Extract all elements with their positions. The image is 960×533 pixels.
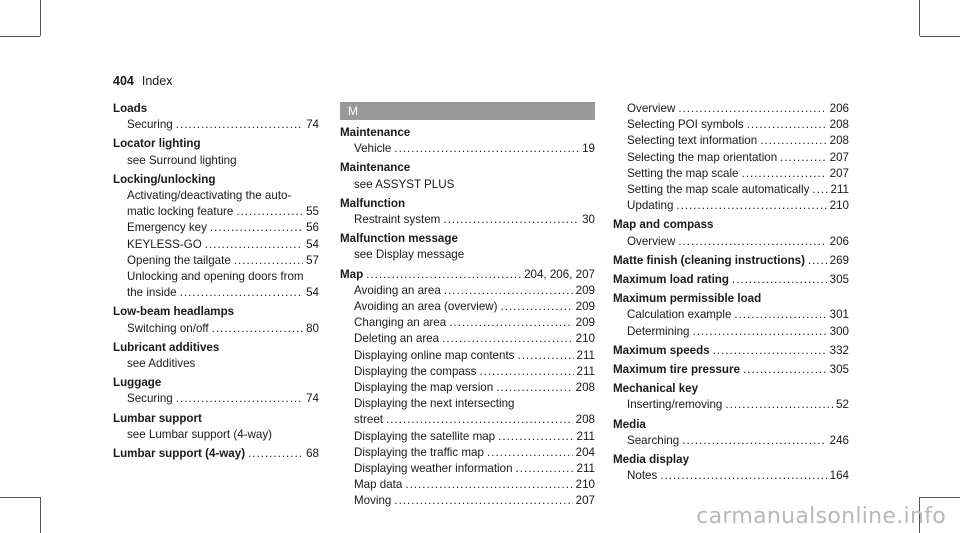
entry-text: Mechanical key xyxy=(613,382,699,396)
page-reference: 305 xyxy=(829,363,849,377)
dot-leader xyxy=(394,141,579,157)
index-subentry xyxy=(113,188,319,204)
index-entry xyxy=(113,340,319,356)
dot-leader xyxy=(501,299,573,315)
page-reference: 211 xyxy=(576,348,595,362)
dot-leader xyxy=(479,364,573,380)
page-reference: 301 xyxy=(829,308,849,322)
entry-text: Lubricant additives xyxy=(113,340,220,354)
page-reference: 207 xyxy=(829,166,849,180)
dot-leader xyxy=(808,253,827,269)
entry-text: Maximum tire pressure xyxy=(613,363,740,377)
page-reference: 209 xyxy=(575,316,595,330)
entry-text: street xyxy=(354,413,383,427)
entry-text: Activating/deactivating the auto- xyxy=(127,189,292,203)
page-reference: 80 xyxy=(306,321,319,335)
index-subentry xyxy=(113,427,319,443)
index-subentry xyxy=(613,307,849,323)
index-subentry xyxy=(613,182,849,198)
entry-text: Deleting an area xyxy=(354,332,440,346)
entry-text: Avoiding an area (overview) xyxy=(354,300,498,314)
crop-mark xyxy=(40,497,41,533)
entry-text: Determining xyxy=(627,324,690,338)
page-reference: 209 xyxy=(575,300,595,314)
entry-text: see Surround lighting xyxy=(127,153,237,167)
index-entry xyxy=(113,172,319,188)
entry-text: Media display xyxy=(613,453,690,467)
index-entry xyxy=(340,160,595,176)
index-subentry xyxy=(613,324,849,340)
dot-leader xyxy=(713,343,827,359)
crop-mark xyxy=(920,497,960,498)
index-subentry xyxy=(340,283,595,299)
entry-text: matic locking feature xyxy=(127,205,234,219)
page-reference: 74 xyxy=(306,118,319,132)
dot-leader xyxy=(678,234,826,250)
page-reference: 211 xyxy=(830,183,849,197)
page-reference: 209 xyxy=(575,283,595,297)
entry-text: Luggage xyxy=(113,376,162,390)
index-entry xyxy=(613,291,849,307)
entry-text: Displaying the satellite map xyxy=(354,429,496,443)
page-title: Index xyxy=(141,74,173,88)
entry-text: Loads xyxy=(113,102,148,115)
page-reference: 30 xyxy=(582,213,595,227)
index-entry xyxy=(113,411,319,427)
entry-text: Setting the map scale automatically xyxy=(627,183,810,197)
entry-text: Emergency key xyxy=(127,221,207,235)
page-reference: 204, 206, 207 xyxy=(524,267,595,281)
entry-text: see Additives xyxy=(127,357,196,371)
page-reference: 208 xyxy=(829,134,849,148)
index-subentry xyxy=(340,412,595,428)
index-subentry xyxy=(340,364,595,380)
entry-text: Map and compass xyxy=(613,218,714,232)
entry-text: Calculation example xyxy=(627,308,732,322)
dot-leader xyxy=(732,272,827,288)
entry-text: Maximum permissible load xyxy=(613,292,762,306)
entry-text: Displaying the next intersecting xyxy=(354,397,515,411)
index-entry xyxy=(613,253,849,269)
index-subentry xyxy=(613,468,849,484)
index-subentry xyxy=(340,493,595,509)
entry-text: Maximum load rating xyxy=(613,273,729,287)
index-subentry xyxy=(613,198,849,214)
entry-text: Displaying online map contents xyxy=(354,348,515,362)
index-subentry xyxy=(340,429,595,445)
dot-leader xyxy=(725,397,833,413)
index-subentry xyxy=(340,445,595,461)
page-reference: 68 xyxy=(306,447,319,461)
crop-mark xyxy=(0,36,40,37)
entry-text: Opening the tailgate xyxy=(127,253,231,267)
index-subentry xyxy=(113,220,319,236)
dot-leader xyxy=(176,391,303,407)
page-reference: 207 xyxy=(575,494,595,508)
dot-leader xyxy=(743,362,827,378)
dot-leader xyxy=(678,101,826,117)
dot-leader xyxy=(496,380,572,396)
index-entry xyxy=(613,417,849,433)
entry-text: see Lumbar support (4-way) xyxy=(127,427,272,441)
index-subentry xyxy=(340,212,595,228)
dot-leader xyxy=(780,150,826,166)
index-subentry xyxy=(613,166,849,182)
dot-leader xyxy=(442,331,573,347)
page-reference: 204 xyxy=(575,445,595,459)
entry-text: Moving xyxy=(354,494,392,508)
page-reference: 211 xyxy=(576,462,595,476)
page-reference: 208 xyxy=(575,381,595,395)
index-subentry xyxy=(613,433,849,449)
entry-text: Securing xyxy=(127,392,173,406)
entry-text: Inserting/removing xyxy=(627,398,723,412)
entry-text: see ASSYST PLUS xyxy=(354,177,455,191)
index-entry xyxy=(613,452,849,468)
entry-text: Displaying the compass xyxy=(354,364,477,378)
dot-leader xyxy=(449,315,572,331)
dot-leader xyxy=(734,307,826,323)
index-subentry xyxy=(113,391,319,407)
crop-mark xyxy=(919,0,920,36)
entry-text: Updating xyxy=(627,199,674,213)
entry-text: Displaying the map version xyxy=(354,381,494,395)
index-entry xyxy=(113,136,319,152)
entry-text: Media xyxy=(613,417,646,431)
dot-leader xyxy=(676,198,826,214)
page-reference: 164 xyxy=(829,469,849,483)
dot-leader xyxy=(487,445,573,461)
dot-leader xyxy=(443,212,579,228)
dot-leader xyxy=(693,324,827,340)
watermark: carmanualsonline.info xyxy=(696,504,946,529)
index-column-1 xyxy=(113,101,319,462)
page-number: 404 xyxy=(113,74,134,88)
index-subentry xyxy=(340,315,595,331)
index-entry xyxy=(113,375,319,391)
index-subentry xyxy=(113,356,319,372)
letter-heading: M xyxy=(340,102,595,120)
index-entry xyxy=(113,101,319,117)
entry-text: Low-beam headlamps xyxy=(113,305,235,319)
entry-text: Displaying weather information xyxy=(354,462,513,476)
index-entry xyxy=(113,304,319,320)
crop-mark xyxy=(0,497,40,498)
dot-leader xyxy=(234,253,303,269)
entry-text: Changing an area xyxy=(354,316,447,330)
entry-text: Map xyxy=(340,267,364,281)
page-reference: 74 xyxy=(306,392,319,406)
index-subentry xyxy=(340,380,595,396)
index-subentry xyxy=(113,285,319,301)
entry-text: Displaying the traffic map xyxy=(354,445,484,459)
index-subentry xyxy=(340,299,595,315)
dot-leader xyxy=(742,166,827,182)
entry-text: Setting the map scale xyxy=(627,166,739,180)
dot-leader xyxy=(212,321,303,337)
index-entry xyxy=(613,217,849,233)
index-entry xyxy=(613,381,849,397)
index-subentry xyxy=(613,397,849,413)
dot-leader xyxy=(444,283,573,299)
index-entry xyxy=(113,446,319,462)
index-subentry xyxy=(613,117,849,133)
page-reference: 300 xyxy=(829,324,849,338)
dot-leader xyxy=(498,429,573,445)
entry-text: Vehicle xyxy=(354,142,392,156)
page-reference: 56 xyxy=(306,221,319,235)
entry-text: Locking/unlocking xyxy=(113,172,216,186)
index-entry xyxy=(340,231,595,247)
index-entry xyxy=(340,125,595,141)
index-subentry xyxy=(340,396,595,412)
index-subentry xyxy=(113,269,319,285)
dot-leader xyxy=(394,493,572,509)
entry-text: Unlocking and opening doors from xyxy=(127,270,304,284)
dot-leader xyxy=(747,117,827,133)
index-subentry xyxy=(113,321,319,337)
entry-text: Selecting the map orientation xyxy=(627,150,778,164)
index-entry xyxy=(613,343,849,359)
index-entry xyxy=(613,362,849,378)
entry-text: Notes xyxy=(627,469,658,483)
entry-text: see Display message xyxy=(354,248,465,262)
index-entry xyxy=(613,272,849,288)
entry-text: Maximum speeds xyxy=(613,343,710,357)
dot-leader xyxy=(180,285,303,301)
dot-leader xyxy=(366,267,521,283)
index-column-3 xyxy=(613,101,849,484)
dot-leader xyxy=(660,468,826,484)
page-reference: 206 xyxy=(829,102,849,115)
page-reference: 332 xyxy=(829,343,849,357)
index-subentry xyxy=(340,177,595,193)
page-reference: 246 xyxy=(829,433,849,447)
entry-text: Matte finish (cleaning instructions) xyxy=(613,253,805,267)
index-subentry xyxy=(613,101,849,117)
entry-text: Securing xyxy=(127,118,173,132)
dot-leader xyxy=(386,412,573,428)
dot-leader xyxy=(205,237,303,253)
index-subentry xyxy=(340,247,595,263)
entry-text: KEYLESS-GO xyxy=(127,237,202,251)
dot-leader xyxy=(682,433,826,449)
crop-mark xyxy=(40,0,41,36)
page-reference: 269 xyxy=(829,253,849,267)
index-subentry xyxy=(613,133,849,149)
page-reference: 19 xyxy=(582,142,595,156)
index-subentry xyxy=(113,117,319,133)
page-reference: 57 xyxy=(306,253,319,267)
index-subentry xyxy=(340,477,595,493)
entry-text: Overview xyxy=(627,102,676,115)
dot-leader xyxy=(248,446,303,462)
crop-mark xyxy=(920,36,960,37)
page-reference: 54 xyxy=(306,237,319,251)
entry-text: Avoiding an area xyxy=(354,283,441,297)
page-reference: 210 xyxy=(829,199,849,213)
page-header xyxy=(113,74,172,88)
page-reference: 210 xyxy=(575,332,595,346)
index-subentry xyxy=(340,348,595,364)
entry-text: Overview xyxy=(627,234,676,248)
index-subentry xyxy=(613,234,849,250)
page-reference: 208 xyxy=(575,413,595,427)
dot-leader xyxy=(517,348,573,364)
page-reference: 211 xyxy=(576,429,595,443)
page-reference: 305 xyxy=(829,273,849,287)
entry-text: Malfunction message xyxy=(340,232,458,246)
entry-text: Selecting POI symbols xyxy=(627,118,744,132)
entry-text: Switching on/off xyxy=(127,321,209,335)
entry-text: Searching xyxy=(627,433,680,447)
entry-text: Locator lighting xyxy=(113,137,201,151)
index-subentry xyxy=(113,153,319,169)
page-reference: 207 xyxy=(829,150,849,164)
entry-text: Maintenance xyxy=(340,126,411,139)
page-reference: 52 xyxy=(836,398,849,412)
index-column-2 xyxy=(340,101,595,510)
entry-text: Selecting text information xyxy=(627,134,758,148)
entry-text: Lumbar support (4-way) xyxy=(113,447,246,461)
page-reference: 210 xyxy=(575,478,595,492)
entry-text: Map data xyxy=(354,478,403,492)
entry-text: the inside xyxy=(127,286,177,300)
page-reference: 54 xyxy=(306,286,319,300)
index-subentry xyxy=(613,150,849,166)
index-column-2-entries xyxy=(340,125,595,510)
dot-leader xyxy=(516,461,574,477)
page-reference: 55 xyxy=(306,205,319,219)
dot-leader xyxy=(236,204,303,220)
page-reference: 206 xyxy=(829,234,849,248)
index-entry xyxy=(340,267,595,283)
index-entry xyxy=(340,196,595,212)
entry-text: Lumbar support xyxy=(113,411,202,425)
dot-leader xyxy=(210,220,303,236)
page-reference: 211 xyxy=(576,364,595,378)
entry-text: Malfunction xyxy=(340,196,406,210)
page-reference: 208 xyxy=(829,118,849,132)
dot-leader xyxy=(812,182,827,198)
entry-text: Maintenance xyxy=(340,161,411,175)
index-subentry xyxy=(113,237,319,253)
index-subentry xyxy=(113,204,319,220)
dot-leader xyxy=(405,477,572,493)
entry-text: Restraint system xyxy=(354,213,441,227)
dot-leader xyxy=(760,133,826,149)
index-subentry xyxy=(113,253,319,269)
index-subentry xyxy=(340,141,595,157)
index-subentry xyxy=(340,331,595,347)
index-subentry xyxy=(340,461,595,477)
dot-leader xyxy=(176,117,303,133)
